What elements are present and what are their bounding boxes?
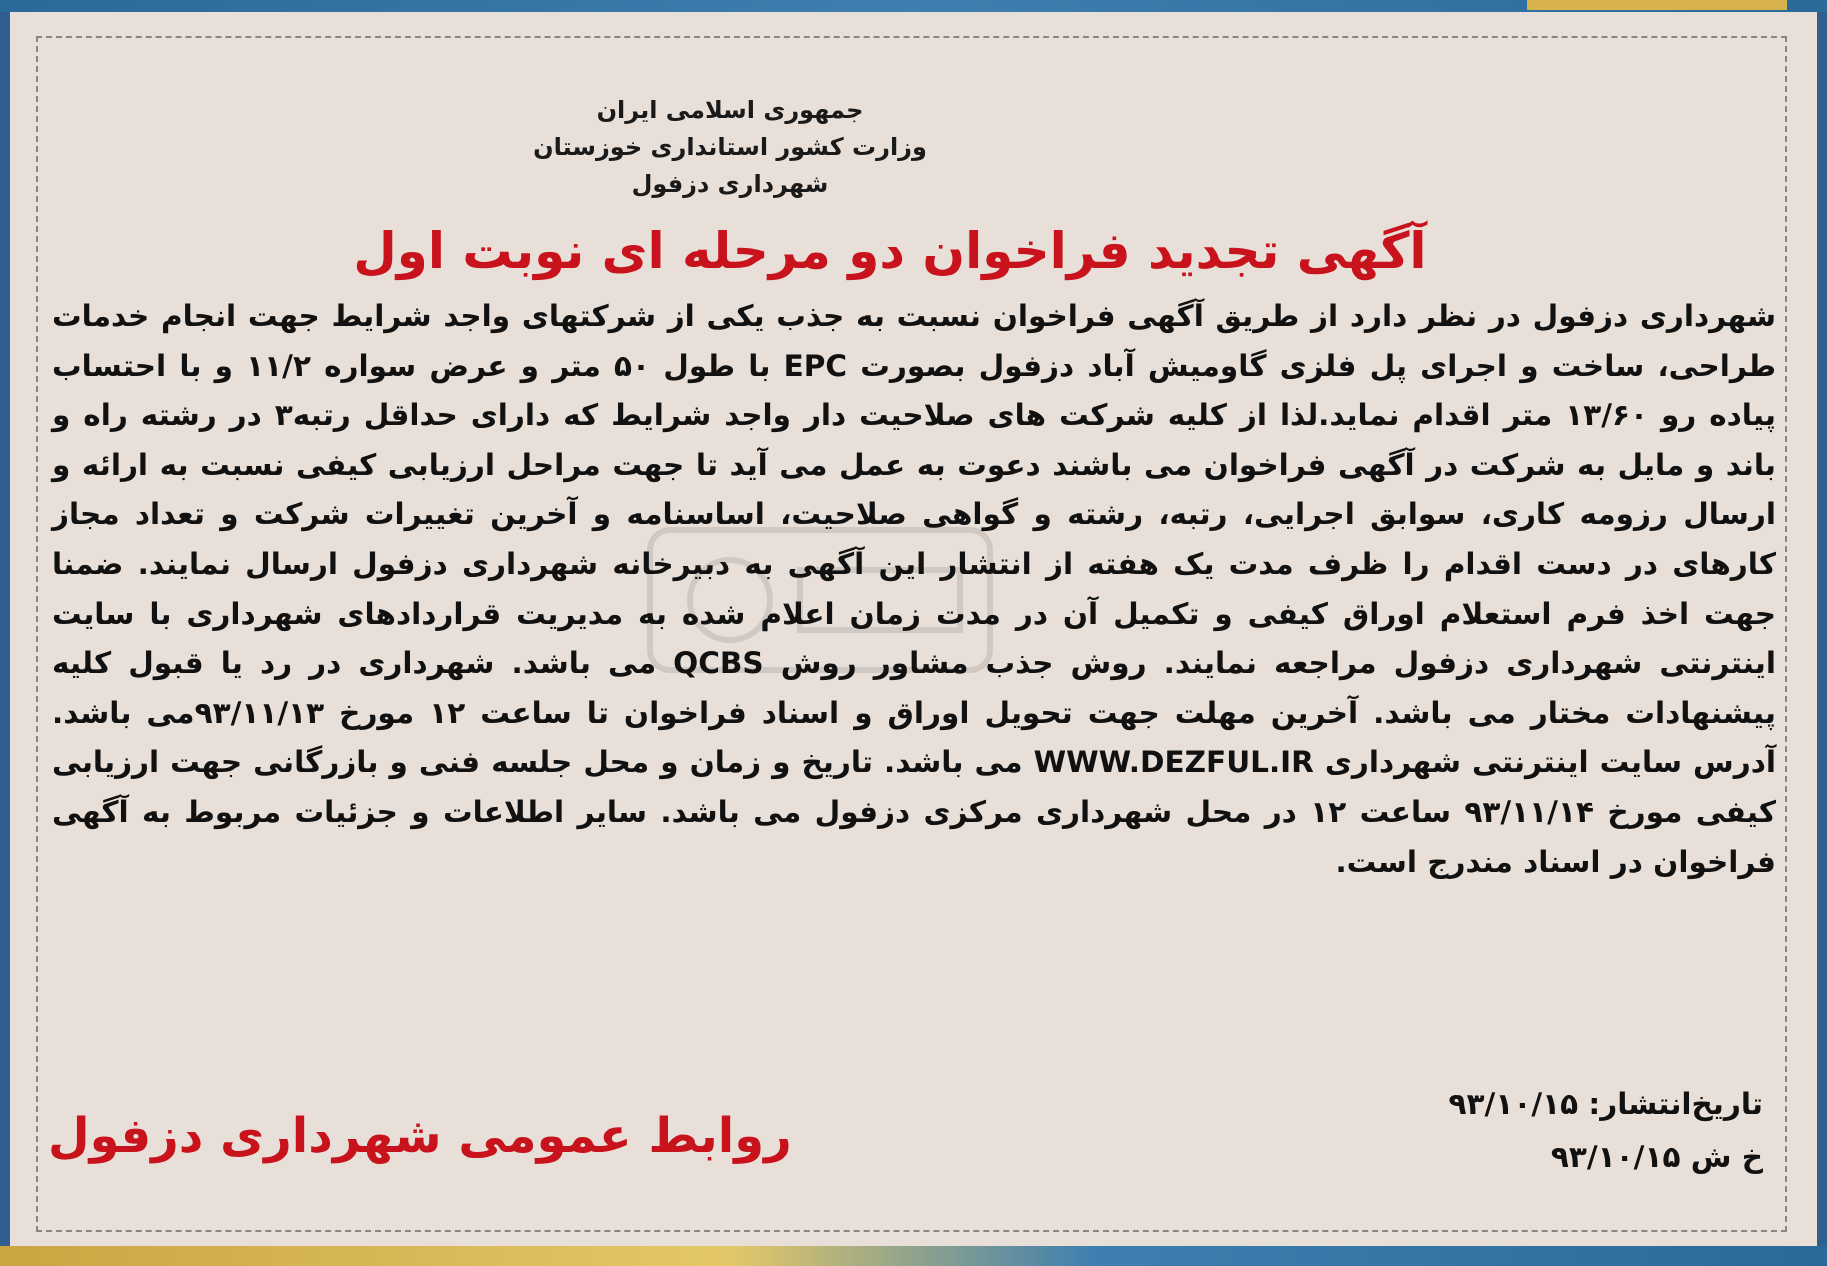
bottom-border-strip [0,1246,1827,1266]
top-gold-accent [1527,0,1787,10]
header-line-municipality: شهرداری دزفول [631,170,829,198]
publish-date: تاریخ‌انتشار: ۹۳/۱۰/۱۵ [1448,1087,1763,1121]
notice-body-paragraph: شهرداری دزفول در نظر دارد از طریق آگهی فراخوان نسبت به جذب یکی از شرکتهای واجد شرایط جهت انجام خدمات طراحی، ساخت و اجرای پل فلزی گاومیش آباد دزفول بصورت EPC با طول ۵۰ متر و عرض سواره ۱۱/۲ و با احتساب پیاده رو ۱۳/۶۰ متر اقدام نماید.لذا از کلیه شرکت های صلاحیت دار واجد شرایط که دارای حداقل رتبه۳ در رشته راه و باند و مایل به شرکت در آگهی فراخوان می باشند دعوت به عمل می آید تا جهت مراحل ارزیابی کیفی نسبت به ارائه و ارسال رزومه کاری، سوابق اجرایی، رتبه، رشته و گواهی صلاحیت، اساسنامه و آخرین تغییرات شرکت و تعداد مجاز کارهای در دست اقدام را ظرف مدت یک هفته از انتشار این آگهی به دبیرخانه شهرداری دزفول ارسال نمایند. ضمنا جهت اخذ فرم استعلام اوراق کیفی و تکمیل آن در مدت زمان اعلام شده به مدیریت قراردادهای شهرداری با سایت اینترنتی شهرداری دزفول مراجعه نمایند. روش جذب مشاور روش QCBS می باشد. شهرداری در رد یا قبول کلیه پیشنهادات مختار می باشد. آخرین مهلت جهت تحویل اوراق و اسناد فراخوان تا ساعت ۱۲ مورخ ۹۳/۱۱/۱۳می باشد. آدرس سایت اینترنتی شهرداری WWW.DEZFUL.IR می باشد. تاریخ و زمان و محل جلسه فنی و بازرگانی جهت ارزیابی کیفی مورخ ۹۳/۱۱/۱۴ ساعت ۱۲ در محل شهرداری مرکزی دزفول می باشد. سایر اطلاعات و جزئیات مربوط به آگهی فراخوان در اسناد مندرج است. [52,299,1777,879]
issuer-header [380,92,1080,203]
reference-code: خ ش ۹۳/۱۰/۱۵ [1550,1140,1763,1174]
header-line-country: جمهوری اسلامی ایران [596,96,864,124]
publication-info [1283,1078,1763,1184]
notice-title: آگهی تجدید فراخوان دو مرحله ای نوبت اول [353,222,1427,280]
top-border-strip [0,0,1827,12]
notice-body [52,292,1776,887]
public-relations-signature: روابط عمومی شهرداری دزفول [48,1108,792,1164]
header-line-ministry: وزارت کشور استانداری خوزستان [533,133,927,161]
